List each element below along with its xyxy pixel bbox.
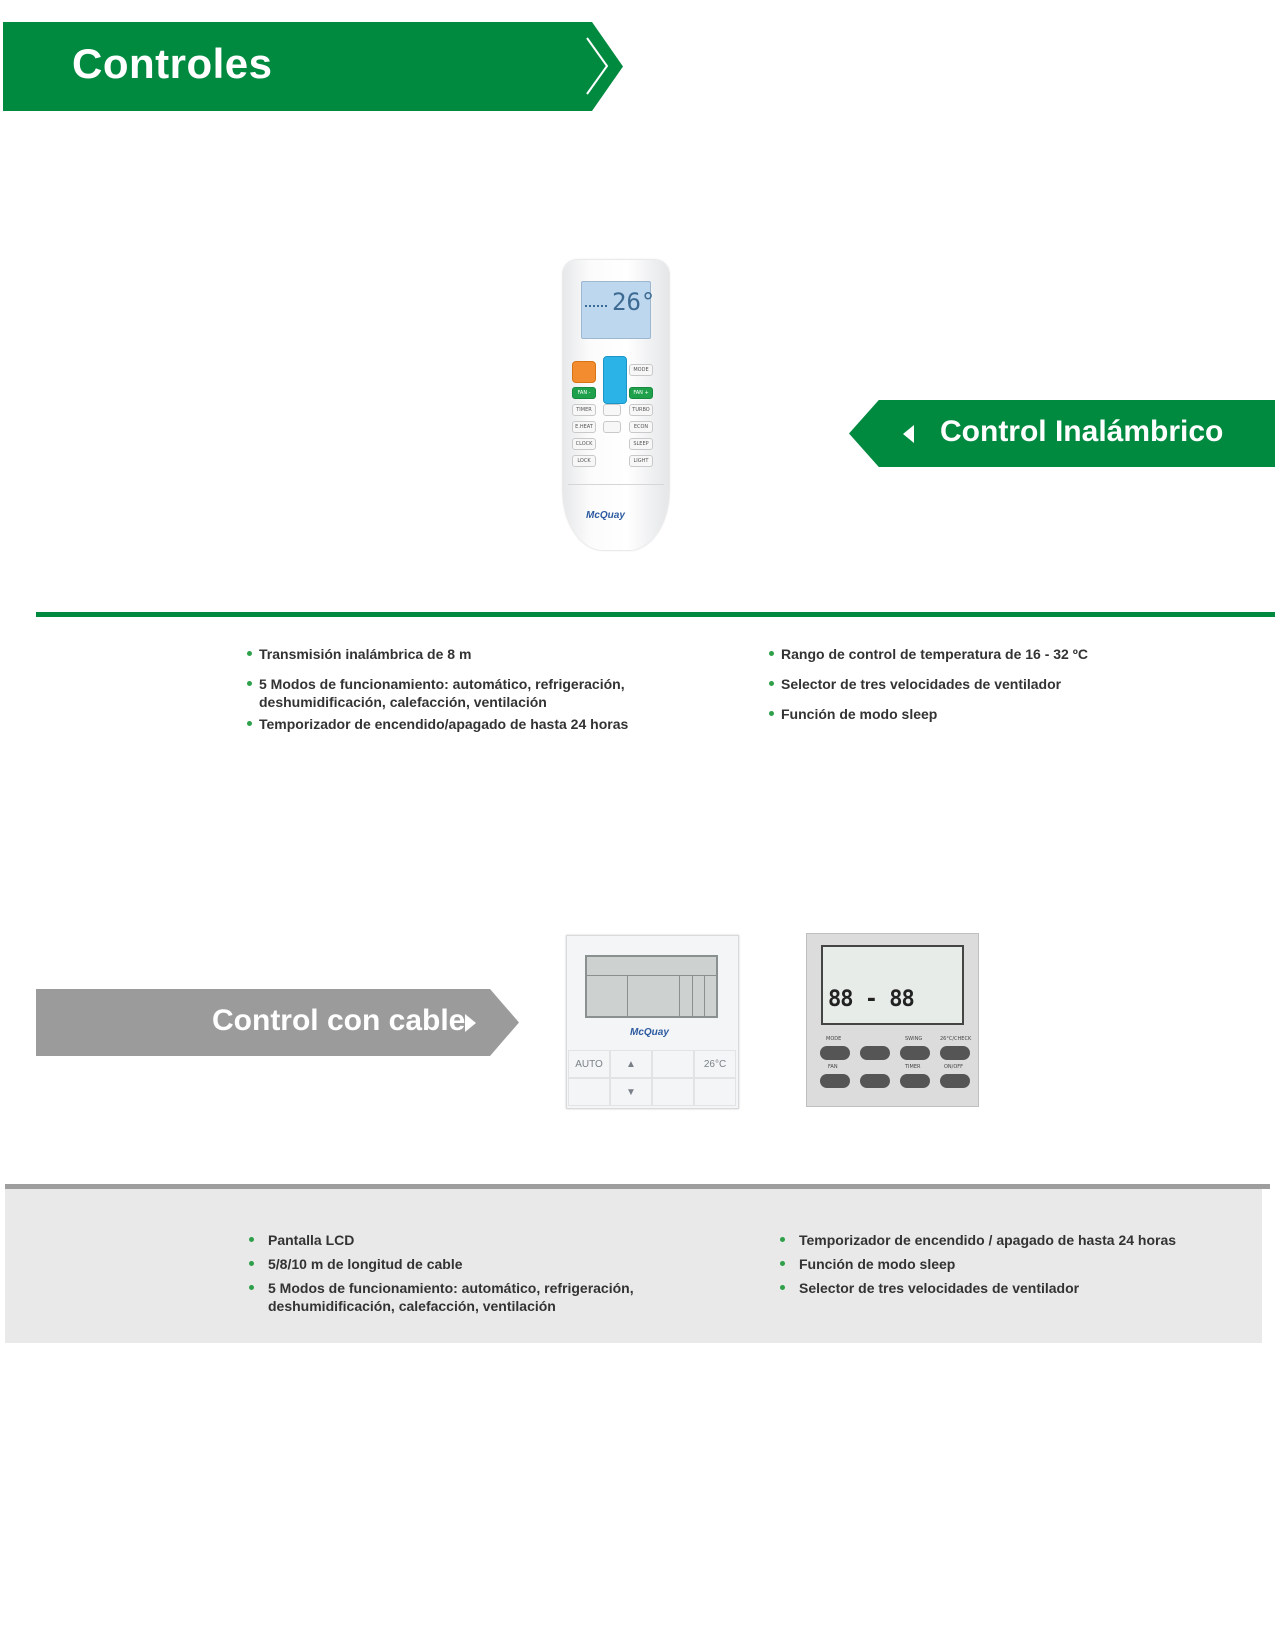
chevron-right-icon (583, 34, 611, 98)
wireless-title: Control Inalámbrico (940, 415, 1224, 448)
power-icon (572, 361, 596, 383)
cable-features-right (779, 1231, 1219, 1297)
fan-key (568, 1078, 610, 1106)
swing-key (652, 1050, 694, 1078)
bullet-icon (780, 1237, 785, 1242)
power-key (694, 1078, 736, 1106)
controller-button (860, 1074, 890, 1088)
cable-features-left (248, 1231, 668, 1315)
remote-temperature: 26° (612, 288, 656, 316)
remote-fan-minus-button: FAN - (572, 387, 596, 399)
controller-button (900, 1074, 930, 1088)
lcd-screen-2 (821, 945, 964, 1025)
remote-light-button: LIGHT (629, 455, 653, 467)
feature-item: Función de modo sleep (769, 705, 1169, 723)
triangle-left-icon (903, 425, 914, 443)
bullet-icon (247, 681, 252, 686)
controller-digits: 88 - 88 (828, 987, 914, 1012)
remote-direction-button (603, 421, 621, 433)
temp-down-key: ▼ (610, 1078, 652, 1106)
bullet-icon (249, 1285, 254, 1290)
remote-lock-button: LOCK (572, 455, 596, 467)
feature-item: Pantalla LCD (248, 1231, 668, 1249)
feature-item: Temporizador de encendido / apagado de hasta 24 horas (779, 1231, 1219, 1249)
page-title: Controles (72, 40, 273, 87)
controller-button (820, 1046, 850, 1060)
bullet-icon (247, 651, 252, 656)
feature-item: Selector de tres velocidades de ventilador (769, 675, 1169, 693)
remote-clock-button: CLOCK (572, 438, 596, 450)
remote-timer-button: TIMER (572, 404, 596, 416)
remote-brand-logo: McQuay (586, 510, 625, 521)
timer-key (652, 1078, 694, 1106)
check-key: 26°C (694, 1050, 736, 1078)
mode-key: AUTO (568, 1050, 610, 1078)
wireless-features-right (769, 645, 1169, 723)
controller-button (820, 1074, 850, 1088)
fan-label: FAN (828, 1064, 838, 1070)
controller-button (860, 1046, 890, 1060)
remote-econ-button: ECON (629, 421, 653, 433)
triangle-right-icon (465, 1014, 476, 1032)
temp-up-key: ▲ (610, 1050, 652, 1078)
bullet-icon (247, 721, 252, 726)
remote-fan-plus-button: FAN + (629, 387, 653, 399)
feature-item: Rango de control de temperatura de 16 - 32 ºC (769, 645, 1169, 663)
section-divider (36, 612, 1275, 617)
remote-mode-button: MODE (629, 364, 653, 376)
wireless-features-left (247, 645, 647, 733)
signal-icon (585, 297, 607, 307)
feature-item: Selector de tres velocidades de ventilador (779, 1279, 1219, 1297)
feature-item: Función de modo sleep (779, 1255, 1219, 1273)
bullet-icon (249, 1237, 254, 1242)
swing-label: SWING (905, 1036, 923, 1042)
feature-item: 5 Modos de funcionamiento: automático, refrigeración, deshumidificación, calefacción, ventilación (248, 1279, 668, 1315)
remote-eheat-button: E.HEAT (572, 421, 596, 433)
bullet-icon (249, 1261, 254, 1266)
feature-item: Transmisión inalámbrica de 8 m (247, 645, 647, 663)
feature-item: 5/8/10 m de longitud de cable (248, 1255, 668, 1273)
controller-button (940, 1046, 970, 1060)
bullet-icon (780, 1285, 785, 1290)
bullet-icon (769, 711, 774, 716)
onoff-label: ON/OFF (944, 1064, 964, 1070)
controller-keypad (568, 1050, 736, 1106)
timer-label: TIMER (905, 1064, 921, 1070)
check-label: 26°C/CHECK (940, 1036, 972, 1042)
controller-brand-logo: McQuay (630, 1027, 669, 1038)
bullet-icon (780, 1261, 785, 1266)
remote-swing-button (603, 404, 621, 416)
bullet-icon (769, 681, 774, 686)
remote-divider (568, 484, 664, 485)
feature-item: 5 Modos de funcionamiento: automático, refrigeración, deshumidificación, calefacción, ventilación (247, 675, 647, 711)
up-down-buttons (603, 356, 627, 404)
controller-button (900, 1046, 930, 1060)
controller-button (940, 1074, 970, 1088)
remote-turbo-button: TURBO (629, 404, 653, 416)
remote-sleep-button: SLEEP (629, 438, 653, 450)
cable-title: Control con cable (212, 1004, 466, 1037)
mode-label: MODE (826, 1036, 842, 1042)
lcd-screen (585, 955, 718, 1018)
bullet-icon (769, 651, 774, 656)
feature-item: Temporizador de encendido/apagado de hasta 24 horas (247, 715, 647, 733)
